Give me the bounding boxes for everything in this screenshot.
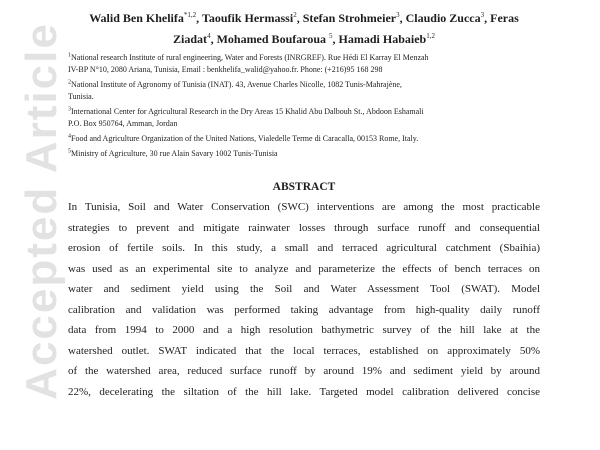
abstract-line: calibration and validation was performed taking advantage from high-quality daily runoff bbox=[68, 303, 540, 316]
affiliation-text: Ministry of Agriculture, 30 rue Alain Savary 1002 Tunis-Tunisia bbox=[71, 149, 278, 158]
affiliation-5 bbox=[68, 148, 540, 160]
abstract-line: erosion of fertile soils. In this study, a small and terraced agricultural catchment (Sbaihia) bbox=[68, 242, 540, 254]
author-name: Hamadi Habaieb bbox=[338, 32, 427, 46]
accepted-article-watermark: Accepted Article bbox=[17, 22, 66, 400]
affiliation-text: National research Institute of rural engineering, Water and Forests (INRGREF). Rue Hédi El Karray El Menzah bbox=[71, 53, 429, 62]
author-affiliation-marker: 3 bbox=[480, 11, 485, 19]
abstract-body bbox=[68, 197, 540, 402]
abstract-line: strategies to prevent and mitigate rainwater losses through surface runoff and consequential bbox=[68, 221, 540, 234]
affiliation-text: Food and Agriculture Organization of the United Nations, Vialedelle Terme di Caracalla, 00153 Rome, Italy. bbox=[71, 134, 419, 143]
affiliation-1 bbox=[68, 52, 540, 76]
author-affiliation-marker: *1,2 bbox=[183, 11, 197, 19]
author-line-2: Ziadat$^4$, Mohamed Boufaroua $^5$, Hamadi Habaieb$^{1,2}$ bbox=[173, 32, 435, 46]
abstract-heading: ABSTRACT bbox=[272, 181, 336, 193]
affiliation-number: 2 bbox=[68, 79, 71, 86]
affiliation-text: National Institute of Agronomy of Tunisia (INAT). 43, Avenue Charles Nicolle, 1082 Tunis-Mahrajène, bbox=[71, 80, 402, 89]
author-affiliation-marker: 4 bbox=[207, 32, 211, 40]
affiliation-number: 5 bbox=[68, 148, 71, 155]
abstract-line: In Tunisia, Soil and Water Conservation (SWC) interventions are among the most practicable bbox=[68, 201, 540, 213]
author-affiliation-marker: 1,2 bbox=[426, 32, 435, 40]
abstract-line: water and sediment yield using the Soil and Water Assessment Tool (SWAT). Model bbox=[68, 283, 540, 295]
affiliation-number: 4 bbox=[68, 133, 71, 140]
author-name: Mohamed Boufaroua bbox=[216, 32, 327, 46]
abstract-line: watershed outlet. SWAT indicated that the local terraces, established on approximately 50% bbox=[68, 344, 540, 357]
affiliation-4 bbox=[68, 133, 540, 145]
affiliation-text: Tunisia. bbox=[68, 92, 94, 101]
abstract-line: 22%, decelerating the siltation of the hill lake. Targeted model calibration delivered concise bbox=[68, 385, 540, 398]
author-name: Claudio Zucca bbox=[405, 11, 481, 25]
author-affiliation-marker: 5 bbox=[329, 32, 333, 40]
abstract-line: of the watershed area, reduced surface runoff by around 19% and sediment yield by around bbox=[68, 365, 540, 377]
affiliation-text: IV-BP N°10, 2080 Ariana, Tunisia, Email : benkhelifa_walid@yahoo.fr. Phone: (+216)95 168 298 bbox=[68, 65, 383, 74]
affiliation-text: P.O. Box 950764, Amman, Jordan bbox=[68, 119, 178, 128]
abstract-line: data from 1994 to 2000 and a high resolution bathymetric survey of the hill lake at the bbox=[68, 324, 540, 336]
author-affiliation-marker: 2 bbox=[293, 11, 297, 19]
abstract-line: was used as an experimental site to analyze and parameterize the effects of bench terraces on bbox=[68, 262, 540, 275]
author-name: Stefan Strohmeier bbox=[302, 11, 397, 25]
author-list bbox=[68, 8, 540, 50]
author-name: Walid Ben Khelifa bbox=[89, 11, 184, 25]
affiliation-3 bbox=[68, 106, 540, 130]
affiliation-number: 3 bbox=[68, 106, 71, 113]
author-name: Feras bbox=[490, 11, 519, 25]
article-content bbox=[68, 8, 540, 402]
author-name: Ziadat bbox=[173, 32, 208, 46]
author-line-1: Walid Ben Khelifa$^{*1,2}$, Taoufik Hermassi$^2$, Stefan Strohmeier$^3$, Claudio Zucca$^3$, Feras bbox=[89, 11, 519, 25]
affiliation-2 bbox=[68, 79, 540, 103]
affiliation-number: 1 bbox=[68, 52, 71, 59]
author-affiliation-marker: 3 bbox=[396, 11, 400, 19]
author-name: Taoufik Hermassi bbox=[201, 11, 294, 25]
affiliation-text: International Center for Agricultural Research in the Dry Areas 15 Khalid Abu Dalbouh St., Abdoon Eshamali bbox=[71, 107, 424, 116]
